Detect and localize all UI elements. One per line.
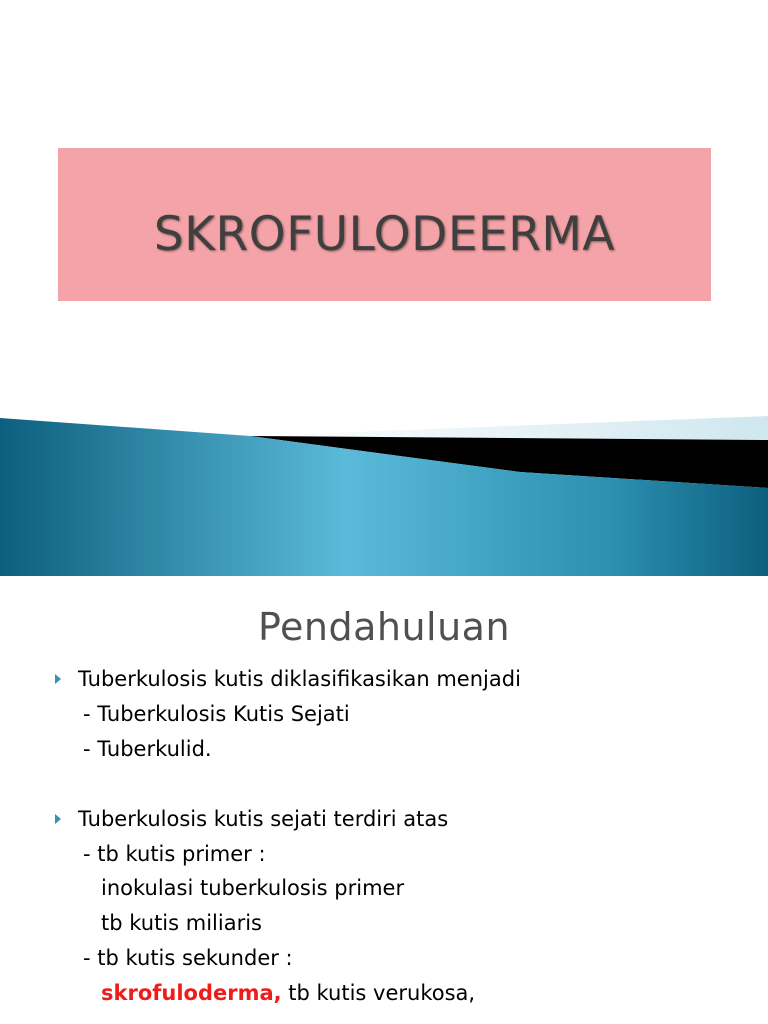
bullet-1-sub-2: - Tuberkulid. [83, 737, 212, 761]
content-slide [0, 576, 768, 1024]
bullet-arrow-icon [55, 674, 61, 684]
highlight-term: skrofuloderma, [101, 981, 282, 1005]
slide-title: SKROFULODEERMA [153, 207, 616, 262]
bullet-2-text: Tuberkulosis kutis sejati terdiri atas [78, 807, 449, 831]
bullet-arrow-icon [55, 814, 61, 824]
bullet-2-sub-1a: inokulasi tuberkulosis primer [101, 876, 405, 900]
bullet-2-sub-1: - tb kutis primer : [83, 842, 266, 866]
sub-2a-rest: tb kutis verukosa, [281, 981, 476, 1005]
bullet-1-sub-1: - Tuberkulosis Kutis Sejati [83, 702, 350, 726]
slide-heading: Pendahuluan [257, 605, 511, 649]
bullet-2-sub-1b: tb kutis miliaris [101, 911, 262, 935]
bullet-1-text: Tuberkulosis kutis diklasifikasikan menjadi [78, 667, 521, 691]
bullet-2-sub-2a [101, 976, 475, 1010]
bullet-2-sub-2: - tb kutis sekunder : [83, 946, 293, 970]
